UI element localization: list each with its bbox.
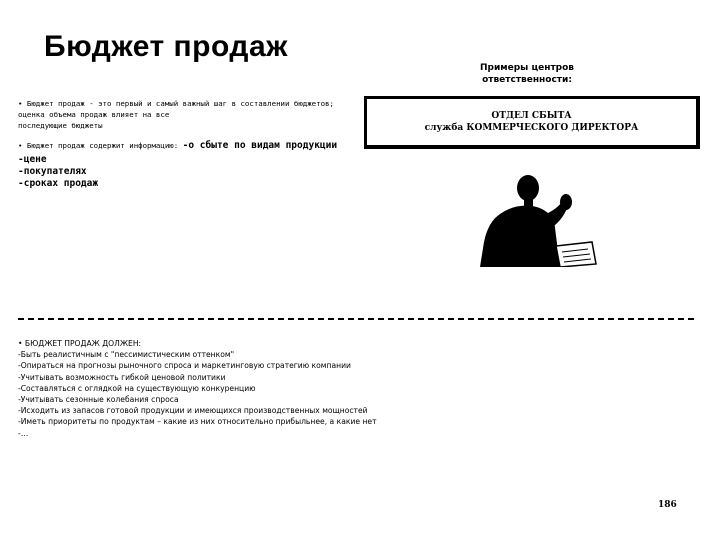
list-item: -Составляться с оглядкой на существующую конкуренцию (18, 383, 256, 393)
list-item: -Опираться на прогнозы рыночного спроса и маркетинговую стратегию компании (18, 361, 351, 371)
list-item: -цене (18, 154, 47, 165)
list-item: -Учитывать возможность гибкой ценовой политики (18, 372, 226, 382)
examples-label-line1: Примеры центров (480, 63, 574, 73)
list-item: -Иметь приоритеты по продуктам – какие из них относительно прибыльнее, а какие нет (18, 417, 377, 427)
info-list (18, 154, 98, 190)
list-item: -покупателях (18, 166, 87, 177)
responsibility-center-box (364, 96, 700, 149)
must-heading: • БЮДЖЕТ ПРОДАЖ ДОЛЖЕН: (18, 339, 142, 348)
list-item: -Учитывать сезонные колебания спроса (18, 395, 179, 405)
list-item: -… (18, 428, 29, 438)
page-number: 186 (658, 500, 677, 510)
intro-line1: • Бюджет продаж - это первый и самый важный шаг в составлении бюджетов; (18, 99, 334, 108)
intro-line3: последующие бюджеты (18, 121, 103, 130)
intro-line2: оценка объема продаж влияет на все (18, 110, 170, 119)
info-prefix: • Бюджет продаж содержит информацию: (18, 141, 183, 150)
examples-label-line2: ответственности: (482, 75, 572, 85)
dashed-divider (18, 318, 694, 320)
examples-label (468, 62, 586, 86)
slide-title: Бюджет продаж (44, 30, 288, 63)
must-block (18, 338, 377, 439)
info-lead: -о сбыте по видам продукции (182, 140, 338, 151)
list-item: -Исходить из запасов готовой продукции и имеющихся производственных мощностей (18, 406, 368, 416)
thinking-man-icon (470, 172, 600, 267)
intro-paragraph (18, 98, 334, 131)
list-item: -Быть реалистичным с "пессимистическим оттенком" (18, 350, 235, 360)
info-paragraph (18, 140, 337, 151)
responsibility-center-line2: служба КОММЕРЧЕСКОГО ДИРЕКТОРА (424, 123, 639, 133)
responsibility-center-line1: ОТДЕЛ СБЫТА (491, 111, 572, 121)
list-item: -сроках продаж (18, 178, 99, 189)
